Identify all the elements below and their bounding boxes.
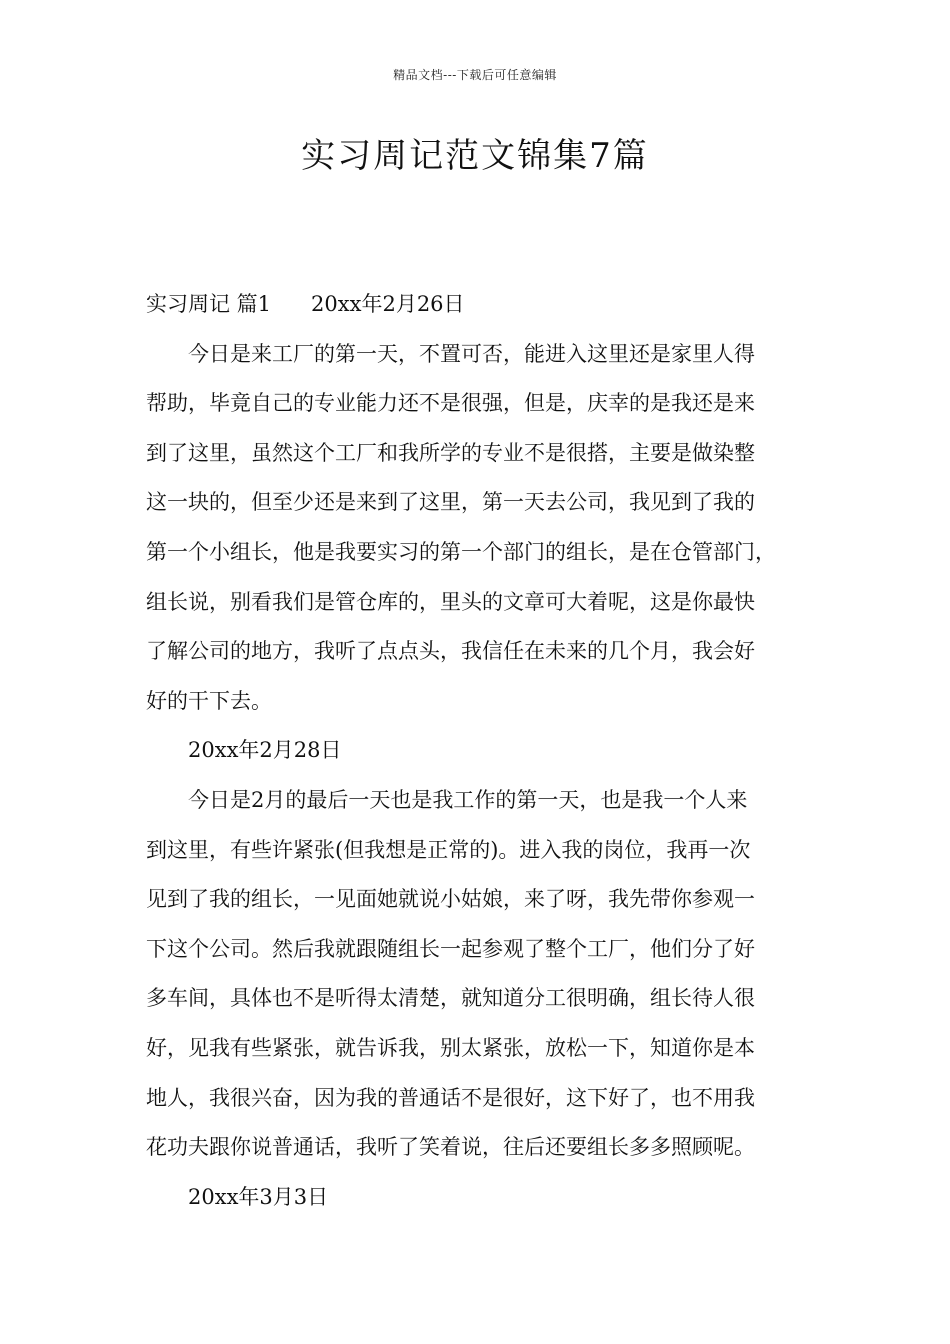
paragraph-line: 好的干下去。 [146,688,272,713]
entry-heading: 实习周记 篇1 [146,292,272,316]
paragraph-line: 这一块的，但至少还是来到了这里，第一天去公司，我见到了我的 [146,490,755,515]
entry-heading-line [146,280,808,330]
paragraph-line: 今日是2月的最后一天也是我工作的第一天，也是我一个人来 [188,787,748,812]
document-title: 实习周记范文锦集7篇 [301,136,649,176]
paragraph-line: 了解公司的地方，我听了点点头，我信任在未来的几个月，我会好 [146,639,755,664]
paragraph-line: 到这里，有些许紧张(但我想是正常的)。进入我的岗位，我再一次 [146,837,751,862]
entry-date: 20xx年3月3日 [188,1184,329,1209]
document-body [146,280,808,1222]
paragraph-line: 地人，我很兴奋，因为我的普通话不是很好，这下好了，也不用我 [146,1085,755,1110]
page-header: 精品文档---下载后可任意编辑 [393,68,557,82]
paragraph-line: 见到了我的组长，一见面她就说小姑娘，来了呀，我先带你参观一 [146,887,755,912]
paragraph-line: 花功夫跟你说普通话，我听了笑着说，往后还要组长多多照顾呢。 [146,1135,755,1160]
paragraph-line: 下这个公司。然后我就跟随组长一起参观了整个工厂，他们分了好 [146,936,755,961]
paragraph-line: 多车间，具体也不是听得太清楚，就知道分工很明确，组长待人很 [146,986,755,1011]
paragraph-line: 到了这里，虽然这个工厂和我所学的专业不是很搭，主要是做染整 [146,440,755,465]
paragraph-line: 帮助，毕竟自己的专业能力还不是很强，但是，庆幸的是我还是来 [146,391,755,416]
paragraph-line: 第一个小组长，他是我要实习的第一个部门的组长，是在仓管部门， [146,539,776,564]
paragraph-line: 好，见我有些紧张，就告诉我，别太紧张，放松一下，知道你是本 [146,1035,755,1060]
entry-date: 20xx年2月28日 [188,738,342,763]
paragraph-line: 组长说，别看我们是管仓库的，里头的文章可大着呢，这是你最快 [146,589,755,614]
paragraph-line: 今日是来工厂的第一天，不置可否，能进入这里还是家里人得 [188,341,755,366]
entry-date: 20xx年2月26日 [311,292,465,316]
